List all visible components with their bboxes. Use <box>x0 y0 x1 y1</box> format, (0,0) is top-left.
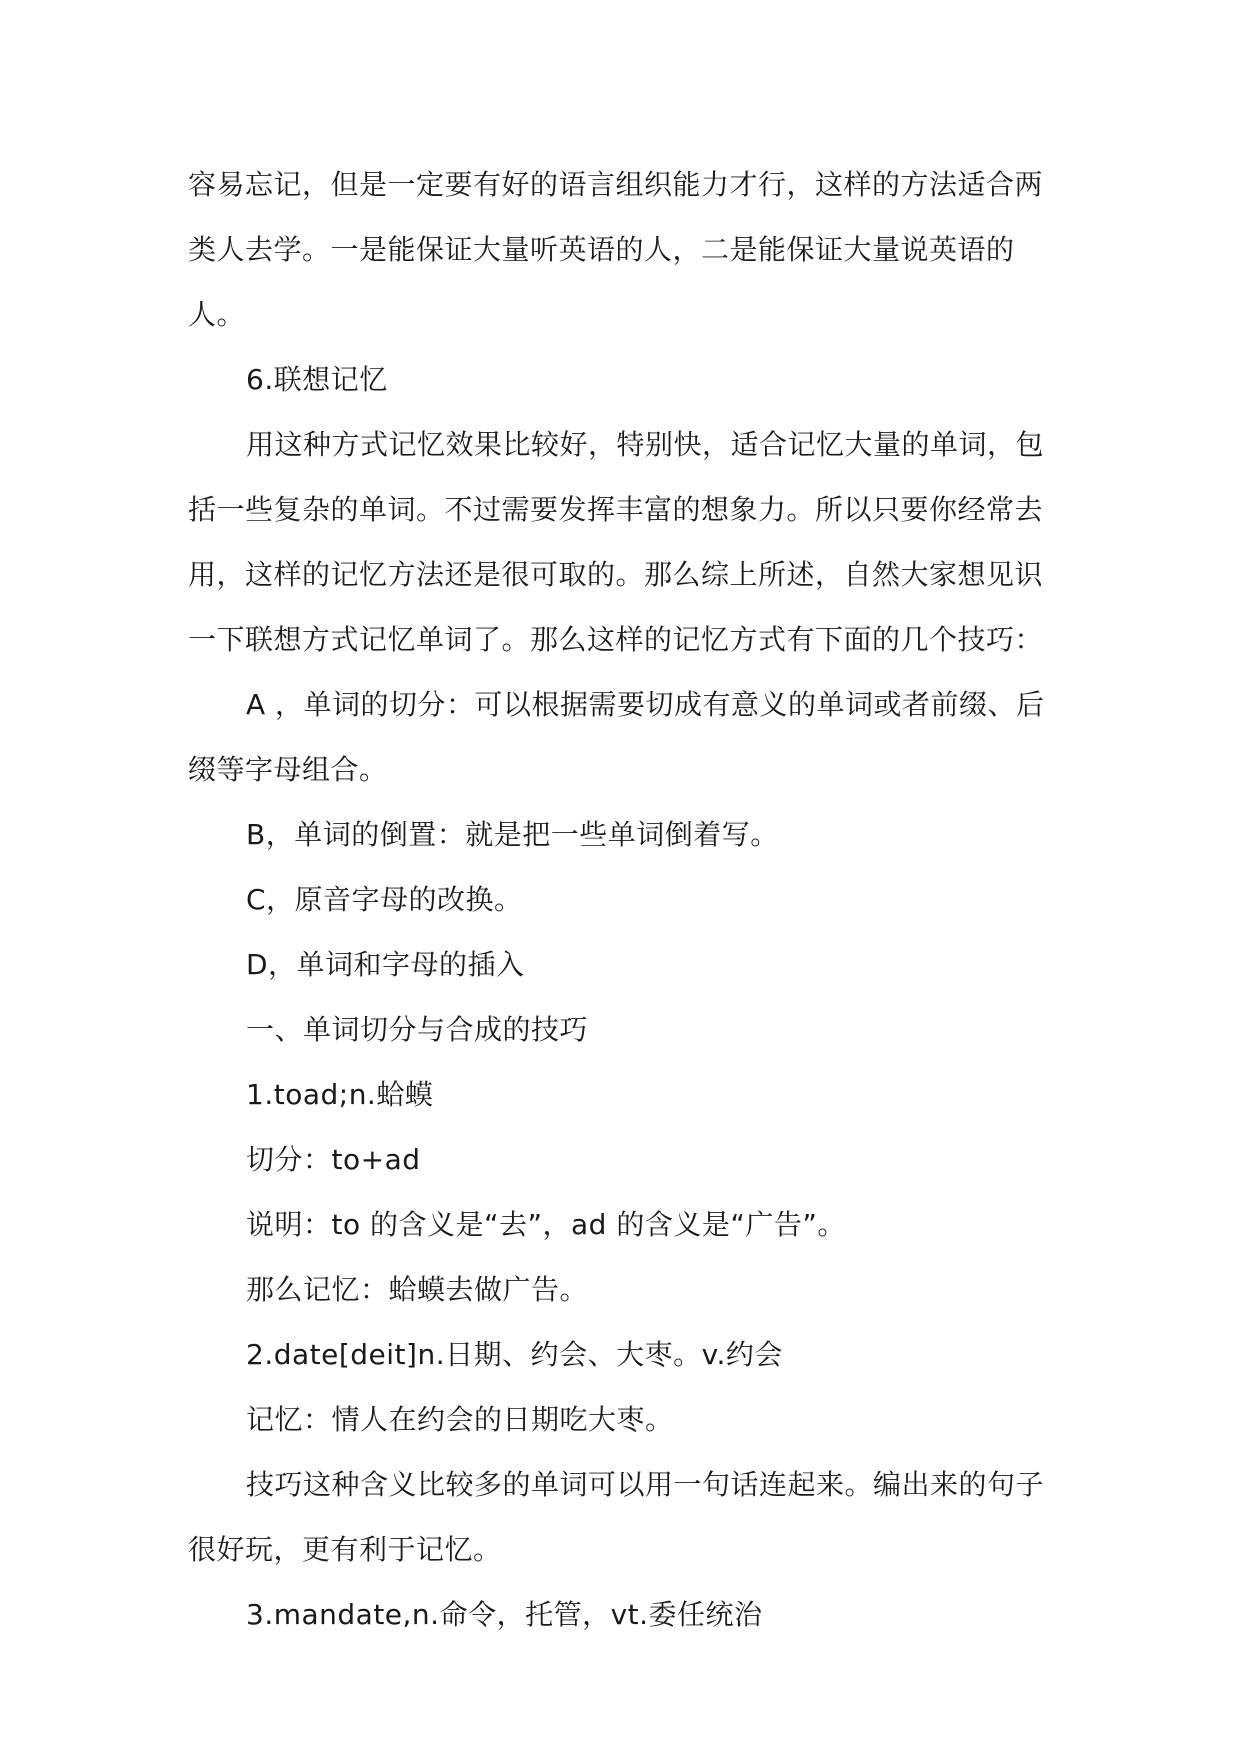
list-item: 2.date[deit]n.日期、约会、大枣。v.约会 <box>246 1338 783 1371</box>
paragraph: B，单词的倒置：就是把一些单词倒着写。 <box>246 818 779 851</box>
list-item: 3.mandate,n.命令，托管，vt.委任统治 <box>246 1598 763 1631</box>
paragraph: 说明：to 的含义是“去”，ad 的含义是“广告”。 <box>246 1208 846 1241</box>
paragraph: 记忆：情人在约会的日期吃大枣。 <box>246 1403 674 1436</box>
paragraph: A ，单词的切分：可以根据需要切成有意义的单词或者前缀、后缀等字母组合。 <box>188 688 1045 786</box>
document-body <box>188 152 1060 1647</box>
paragraph: 切分：to+ad <box>246 1143 421 1176</box>
paragraph: 用这种方式记忆效果比较好，特别快，适合记忆大量的单词，包括一些复杂的单词。不过需要发挥丰富的想象力。所以只要你经常去用，这样的记忆方法还是很可取的。那么综上所述，自然大家想见识一下联想方式记忆单词了。那么这样的记忆方式有下面的几个技巧： <box>188 428 1045 656</box>
paragraph: D，单词和字母的插入 <box>246 948 525 981</box>
paragraph: C，原音字母的改换。 <box>246 883 523 916</box>
list-item: 1.toad;n.蛤蟆 <box>246 1078 434 1111</box>
paragraph: 容易忘记，但是一定要有好的语言组织能力才行，这样的方法适合两类人去学。一是能保证大量听英语的人，二是能保证大量说英语的人。 <box>188 168 1044 331</box>
section-heading: 6.联想记忆 <box>246 363 388 396</box>
section-heading: 一、单词切分与合成的技巧 <box>246 1013 589 1046</box>
paragraph: 那么记忆：蛤蟆去做广告。 <box>246 1273 589 1306</box>
paragraph: 技巧这种含义比较多的单词可以用一句话连起来。编出来的句子很好玩，更有利于记忆。 <box>188 1468 1045 1566</box>
